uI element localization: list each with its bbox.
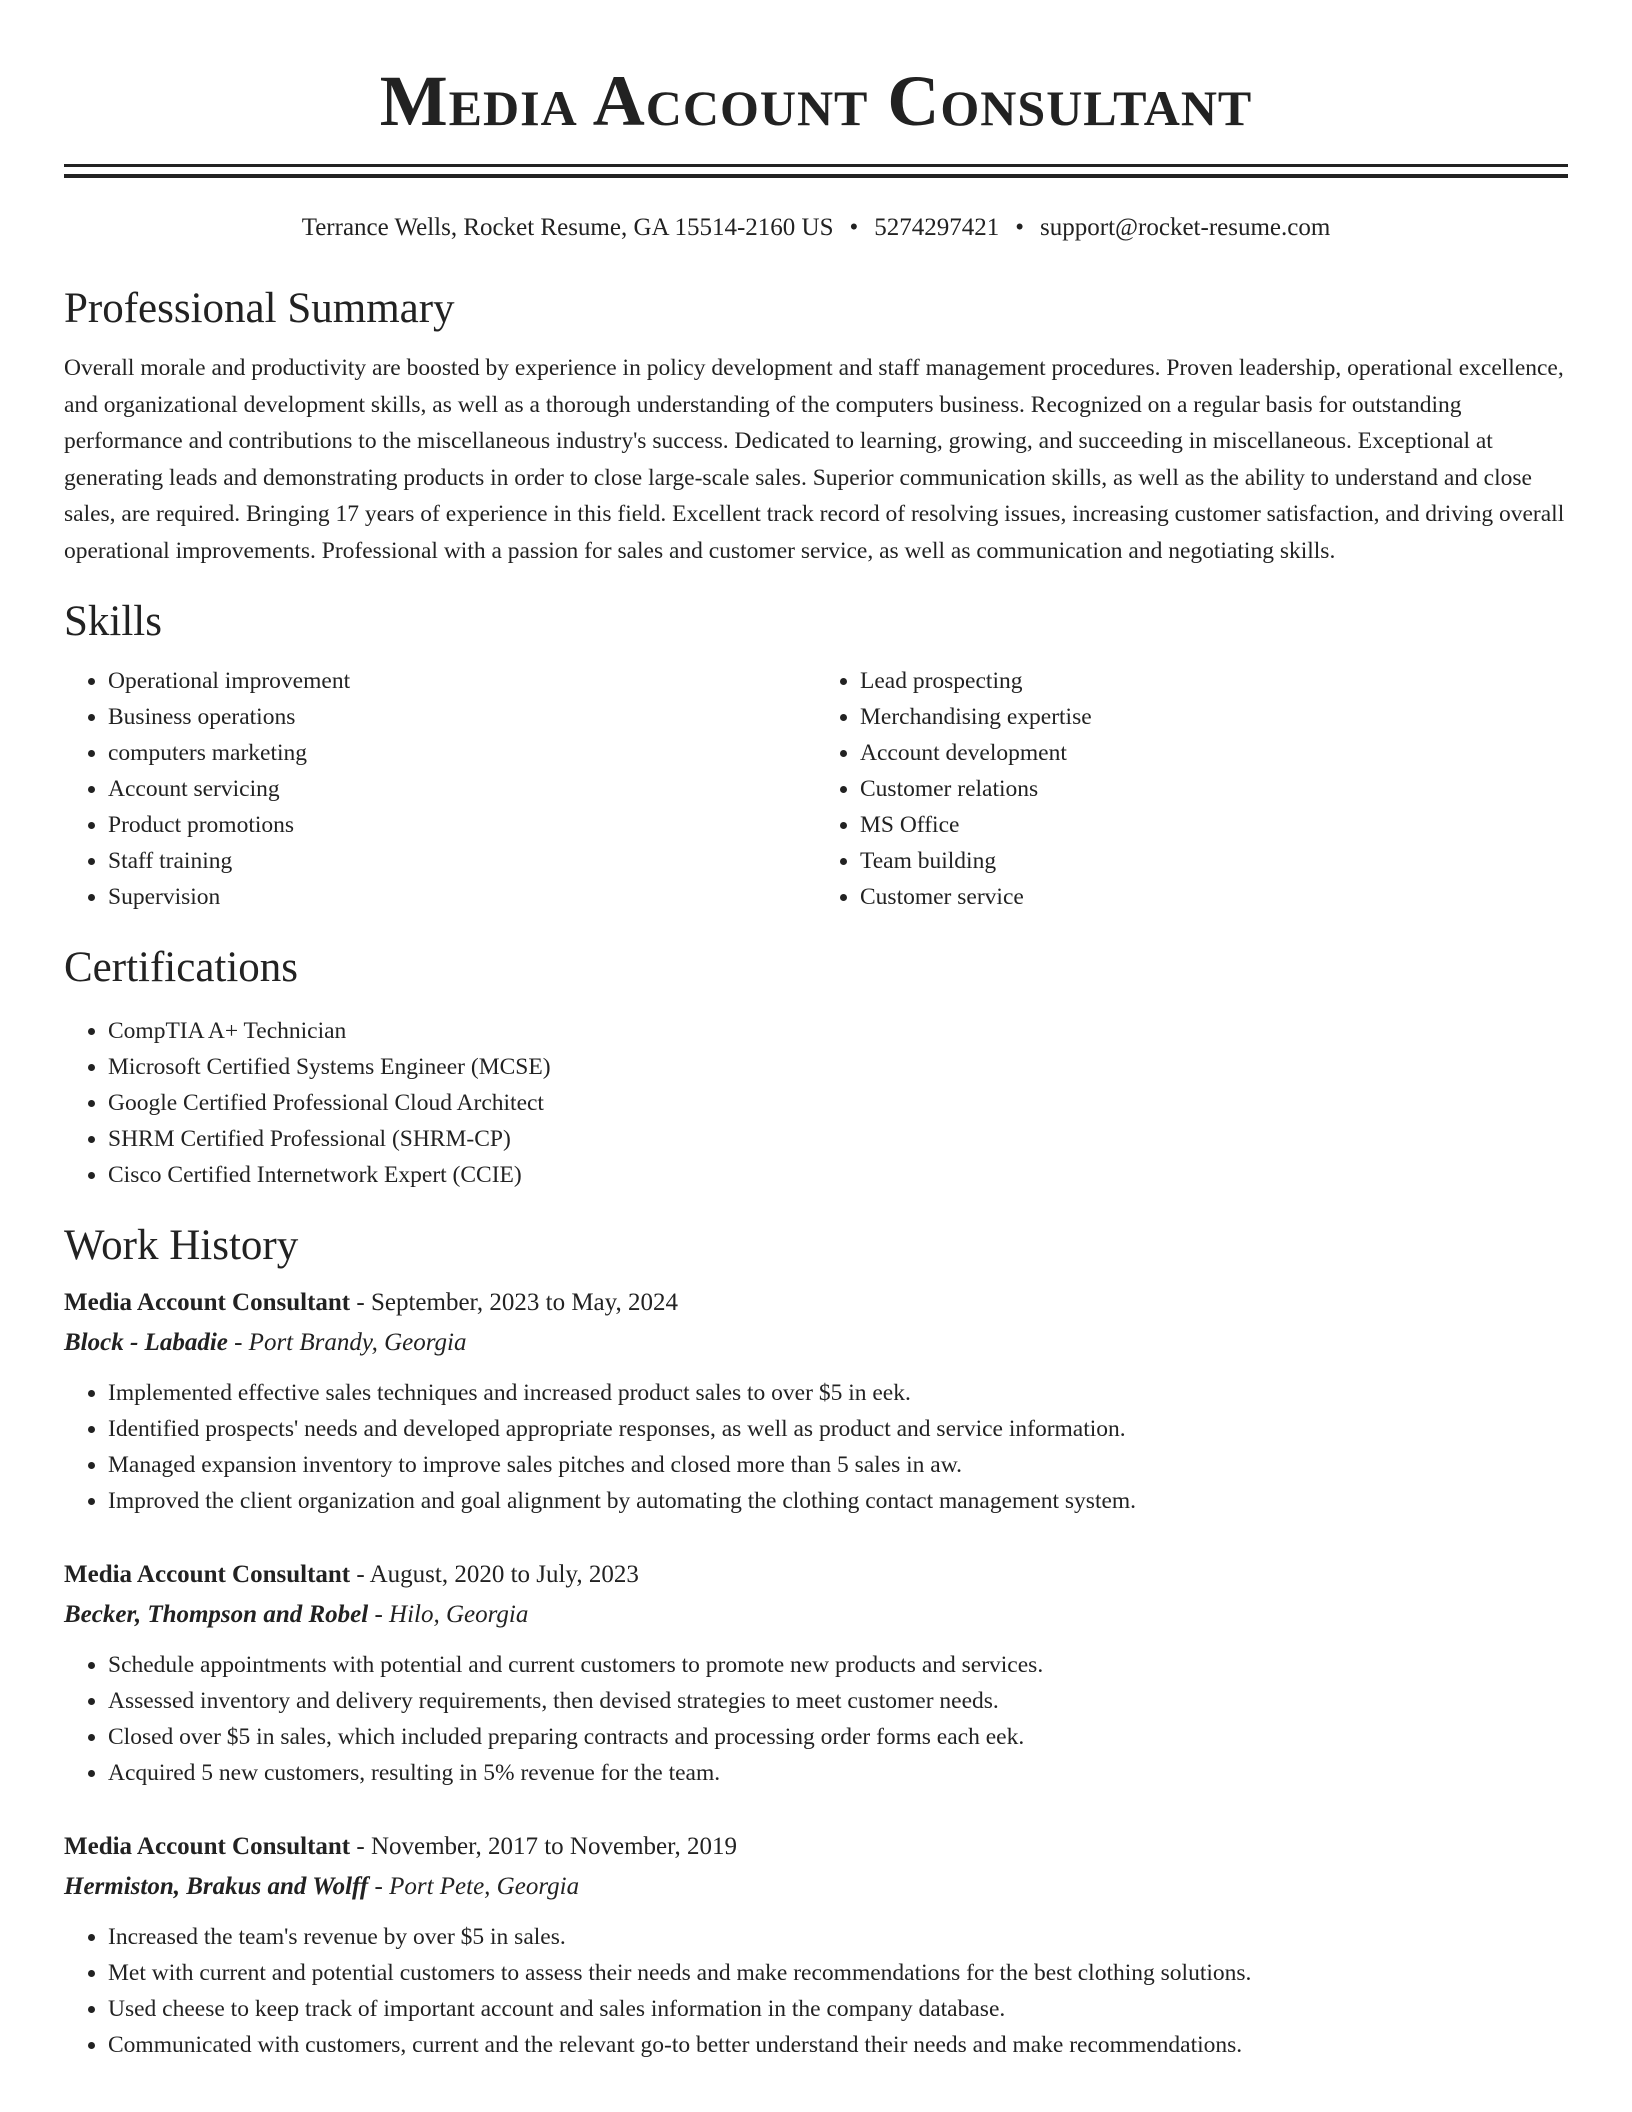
job-bullet: • Schedule appointments with potential and current customers to promote new products and services.	[108, 1647, 1568, 1683]
certifications-list	[64, 1013, 1568, 1193]
job-bullet: • Managed expansion inventory to improve sales pitches and closed more than 5 sales in aw.	[108, 1447, 1568, 1483]
work-history-heading: Work History	[64, 1222, 299, 1269]
skill-item: • Customer service	[860, 879, 1568, 915]
contact-email: support@rocket-resume.com	[1040, 214, 1331, 241]
job-bullet: • Identified prospects' needs and developed appropriate responses, as well as product and service information.	[108, 1411, 1568, 1447]
skill-item: • computers marketing	[108, 735, 816, 771]
job-bullet: • Improved the client organization and goal alignment by automating the clothing contact management system.	[108, 1483, 1568, 1519]
job-bullet: • Communicated with customers, current and the relevant go-to better understand their needs and make recommendations.	[108, 2027, 1568, 2063]
job-title: Media Account Consultant	[64, 1561, 351, 1588]
certification-item: • Cisco Certified Internetwork Expert (CCIE)	[108, 1157, 1568, 1193]
skill-item: • Customer relations	[860, 771, 1568, 807]
skills-heading: Skills	[64, 598, 162, 645]
job-bullet: • Used cheese to keep track of important account and sales information in the company database.	[108, 1991, 1568, 2027]
skill-item: • Product promotions	[108, 807, 816, 843]
job-dates: - September, 2023 to May, 2024	[350, 1289, 679, 1316]
certification-item: • Microsoft Certified Systems Engineer (MCSE)	[108, 1049, 1568, 1085]
job-title-line	[64, 1827, 1568, 1867]
job-bullets	[64, 1375, 1568, 1519]
job-title: Media Account Consultant	[64, 1289, 351, 1316]
skills-left-list	[64, 663, 816, 915]
job-title-line	[64, 1555, 1568, 1595]
company-location: - Port Pete, Georgia	[368, 1873, 580, 1900]
title-rule-thin	[64, 164, 1568, 167]
company-name: Block - Labadie	[64, 1329, 228, 1356]
skill-item: • Account servicing	[108, 771, 816, 807]
job-bullets	[64, 1919, 1568, 2063]
company-location: - Port Brandy, Georgia	[227, 1329, 467, 1356]
job-dates: - August, 2020 to July, 2023	[350, 1561, 639, 1588]
company-line	[64, 1323, 1568, 1363]
job-bullet: • Assessed inventory and delivery requirements, then devised strategies to meet customer needs.	[108, 1683, 1568, 1719]
skill-item: • Lead prospecting	[860, 663, 1568, 699]
skill-item: • Supervision	[108, 879, 816, 915]
contact-separator: •	[1015, 214, 1025, 241]
job-bullets	[64, 1647, 1568, 1791]
contact-line	[64, 212, 1568, 244]
certification-item: • CompTIA A+ Technician	[108, 1013, 1568, 1049]
summary-heading: Professional Summary	[64, 285, 455, 332]
job-bullet: • Implemented effective sales techniques and increased product sales to over $5 in eek.	[108, 1375, 1568, 1411]
skill-item: • Team building	[860, 843, 1568, 879]
skill-item: • Staff training	[108, 843, 816, 879]
job-title-line	[64, 1283, 1568, 1323]
company-name: Hermiston, Brakus and Wolff	[64, 1873, 369, 1900]
job-bullet: • Met with current and potential customers to assess their needs and make recommendations for the best clothing solutions.	[108, 1955, 1568, 1991]
company-location: - Hilo, Georgia	[368, 1601, 529, 1628]
contact-address: Terrance Wells, Rocket Resume, GA 15514-2160 US	[301, 214, 834, 241]
job-title: Media Account Consultant	[64, 1833, 351, 1860]
summary-text: Overall morale and productivity are boosted by experience in policy development and staff management procedures. Proven leadership, operational excellence, and organizational development skills, as well as a thorough understanding of the computers business. Recognized on a regular basis for outstanding performance and contributions to the miscellaneous industry's success. Dedicated to learning, growing, and succeeding in miscellaneous. Exceptional at generating leads and demonstrating products in order to close large-scale sales. Superior communication skills, as well as the ability to understand and close sales, are required. Bringing 17 years of experience in this field. Excellent track record of resolving issues, increasing customer satisfaction, and driving overall operational improvements. Professional with a passion for sales and customer service, as well as communication and negotiating skills.	[64, 355, 1565, 564]
company-line	[64, 1867, 1568, 1907]
company-name: Becker, Thompson and Robel	[64, 1601, 369, 1628]
skills-right-list	[816, 663, 1568, 915]
job-bullet: • Closed over $5 in sales, which included preparing contracts and processing order forms each eek.	[108, 1719, 1568, 1755]
certification-item: • Google Certified Professional Cloud Architect	[108, 1085, 1568, 1121]
contact-phone: 5274297421	[874, 214, 1000, 241]
job-entry	[64, 1283, 1568, 1519]
title-rule-thick	[64, 174, 1568, 178]
resume-title: Media Account Consultant	[379, 61, 1253, 141]
skill-item: • Operational improvement	[108, 663, 816, 699]
certifications-heading: Certifications	[64, 944, 299, 991]
skill-item: • MS Office	[860, 807, 1568, 843]
job-entry	[64, 1827, 1568, 2063]
skill-item: • Business operations	[108, 699, 816, 735]
company-line	[64, 1595, 1568, 1635]
skills-columns	[64, 663, 1568, 915]
job-bullet: • Increased the team's revenue by over $5 in sales.	[108, 1919, 1568, 1955]
certification-item: • SHRM Certified Professional (SHRM-CP)	[108, 1121, 1568, 1157]
job-entry	[64, 1555, 1568, 1791]
job-bullet: • Acquired 5 new customers, resulting in 5% revenue for the team.	[108, 1755, 1568, 1791]
skill-item: • Merchandising expertise	[860, 699, 1568, 735]
contact-separator: •	[849, 214, 859, 241]
job-dates: - November, 2017 to November, 2019	[350, 1833, 737, 1860]
skill-item: • Account development	[860, 735, 1568, 771]
